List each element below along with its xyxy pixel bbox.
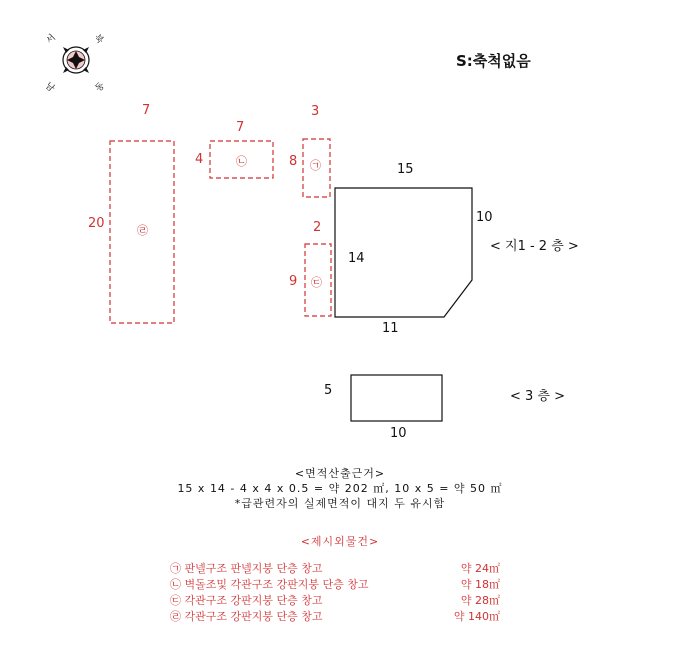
legend-item-amount: 약 28㎡ — [460, 594, 500, 607]
annex-g-mark: ㉣ — [137, 224, 148, 237]
area-calc-title: <면적산출근거> — [294, 467, 386, 480]
legend-item-amount: 약 24㎡ — [460, 562, 500, 575]
compass-icon — [63, 47, 89, 73]
legend-item-text: 각관구조 강판지붕 단층 창고 — [184, 610, 323, 623]
area-calc-note: *급관련자의 실제면적이 대지 두 유시함 — [234, 497, 446, 510]
legend-item-mark: ㉡ — [170, 578, 181, 591]
main-building-bottom-dimension: 11 — [382, 321, 399, 336]
legend-item — [170, 576, 500, 592]
annex-c-mark: ㉢ — [311, 276, 322, 289]
annex-c-width: 2 — [313, 220, 322, 235]
third-floor-width-dimension: 10 — [390, 426, 407, 441]
annex-c-height: 9 — [289, 274, 298, 289]
legend-item-text: 각관구조 강판지붕 단층 창고 — [184, 594, 323, 607]
annex-g-height: 20 — [88, 216, 105, 231]
scale-note: S:축척없음 — [456, 52, 531, 70]
legend-item — [170, 560, 500, 576]
legend-item-mark: ㉣ — [170, 610, 181, 623]
third-floor-height-dimension: 5 — [324, 383, 333, 398]
main-building-top-dimension: 15 — [397, 162, 414, 177]
annex-a-width: 3 — [311, 104, 320, 119]
annex-b-height: 4 — [195, 152, 204, 167]
legend-item-text: 판넬구조 판넬지붕 단층 창고 — [184, 562, 323, 575]
main-building-level-label: < 지1 - 2 층 > — [490, 239, 579, 254]
compass-label-east: 동 — [93, 80, 108, 95]
annex-g-width: 7 — [142, 103, 151, 118]
compass-label-north: 북 — [91, 32, 105, 47]
annex-a-mark: ㉠ — [310, 159, 321, 172]
compass-label-west: 서 — [44, 32, 59, 47]
legend-title: <제시외물건> — [300, 535, 380, 548]
annex-b-mark: ㉡ — [236, 155, 247, 168]
annex-a-height: 8 — [289, 154, 298, 169]
legend-item — [170, 592, 500, 608]
legend-item — [170, 608, 500, 624]
compass-label-south: 남 — [42, 80, 56, 95]
legend-item-mark: ㉠ — [170, 562, 181, 575]
legend-item-text: 벽돌조및 각관구조 강판지붕 단층 창고 — [184, 578, 369, 591]
third-floor-level-label: < 3 층 > — [510, 389, 566, 404]
main-building-right-dimension: 10 — [476, 210, 493, 225]
main-building-left-dimension: 14 — [348, 251, 365, 266]
area-calc-formula: 15 x 14 - 4 x 4 x 0.5 = 약 202 ㎡, 10 x 5 = 약 50 ㎡ — [177, 482, 503, 495]
legend-item-amount: 약 18㎡ — [460, 578, 500, 591]
third-floor-outline — [351, 375, 442, 421]
legend-item-mark: ㉢ — [170, 594, 181, 607]
annex-b-width: 7 — [236, 120, 245, 135]
legend-item-amount: 약 140㎡ — [453, 610, 500, 623]
